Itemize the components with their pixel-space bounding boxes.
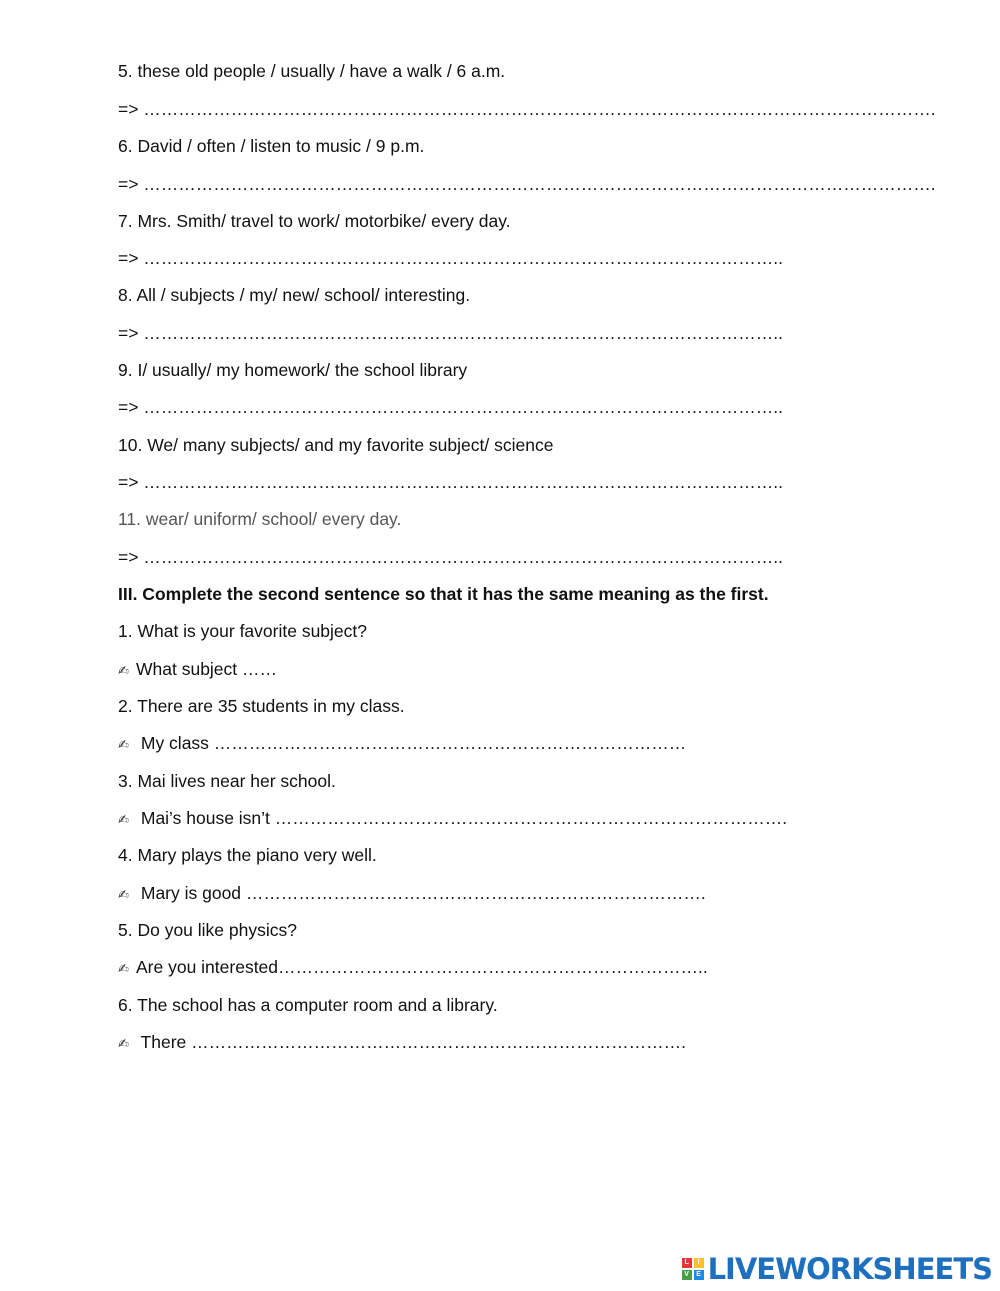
prompt-8: 8. All / subjects / my/ new/ school/ interesting.	[118, 285, 471, 305]
answer-line-7[interactable]: => ………………………………………………………………………………………………..	[118, 248, 784, 268]
pen-icon: ✍	[118, 737, 129, 752]
rewrite-answer-text: There ………………………………………………………………………….	[136, 1032, 686, 1052]
rewrite-prompt-6: 6. The school has a computer room and a library.	[118, 995, 498, 1015]
answer-line-10[interactable]: => ………………………………………………………………………………………………..	[118, 472, 784, 492]
pen-icon: ✍	[118, 1036, 129, 1051]
section-3-heading: III. Complete the second sentence so that it has the same meaning as the first.	[118, 584, 769, 604]
rewrite-prompt-2: 2. There are 35 students in my class.	[118, 696, 405, 716]
prompt-7: 7. Mrs. Smith/ travel to work/ motorbike/ every day.	[118, 211, 511, 231]
logo-block: E	[694, 1270, 704, 1280]
pen-icon: ✍	[118, 663, 129, 678]
prompt-11: 11. wear/ uniform/ school/ every day.	[118, 509, 402, 529]
pen-icon: ✍	[118, 812, 129, 827]
logo-text: LIVEWORKSHEETS	[707, 1252, 992, 1286]
rewrite-prompt-1: 1. What is your favorite subject?	[118, 621, 367, 641]
logo-blocks-icon	[682, 1258, 704, 1280]
pen-icon: ✍	[118, 961, 129, 976]
rewrite-prompt-3: 3. Mai lives near her school.	[118, 771, 336, 791]
prompt-10: 10. We/ many subjects/ and my favorite subject/ science	[118, 435, 554, 455]
answer-line-8[interactable]: => ………………………………………………………………………………………………..	[118, 323, 784, 343]
rewrite-prompt-5: 5. Do you like physics?	[118, 920, 297, 940]
rewrite-answer-text: Mary is good …………………………………………………………………….	[136, 883, 706, 903]
rewrite-answer-5[interactable]	[118, 956, 708, 980]
rewrite-answer-4[interactable]	[118, 882, 706, 906]
prompt-9: 9. I/ usually/ my homework/ the school library	[118, 360, 468, 380]
answer-line-11[interactable]: => ………………………………………………………………………………………………..	[118, 547, 784, 567]
rewrite-answer-text: Mai’s house isn’t …………………………………………………………………………….	[136, 808, 788, 828]
answer-line-6[interactable]: => ……………………………………………………………………………………………………………………….	[118, 174, 936, 194]
logo-block: I	[694, 1258, 704, 1268]
rewrite-answer-text: What subject ……	[136, 659, 278, 679]
liveworksheets-logo[interactable]	[682, 1252, 992, 1286]
pen-icon: ✍	[118, 887, 129, 902]
rewrite-answer-1[interactable]	[118, 658, 277, 682]
logo-block: V	[682, 1270, 692, 1280]
prompt-5: 5. these old people / usually / have a walk / 6 a.m.	[118, 61, 506, 81]
prompt-6: 6. David / often / listen to music / 9 p.m.	[118, 136, 425, 156]
rewrite-prompt-4: 4. Mary plays the piano very well.	[118, 845, 377, 865]
rewrite-answer-6[interactable]	[118, 1031, 686, 1055]
rewrite-answer-2[interactable]	[118, 732, 686, 756]
rewrite-answer-3[interactable]	[118, 807, 787, 831]
rewrite-answer-text: Are you interested………………………………………………………………..	[136, 957, 708, 977]
answer-line-9[interactable]: => ………………………………………………………………………………………………..	[118, 397, 784, 417]
logo-block: L	[682, 1258, 692, 1268]
rewrite-answer-text: My class ………………………………………………………………………	[136, 733, 687, 753]
answer-line-5[interactable]: => ……………………………………………………………………………………………………………………….	[118, 99, 936, 119]
